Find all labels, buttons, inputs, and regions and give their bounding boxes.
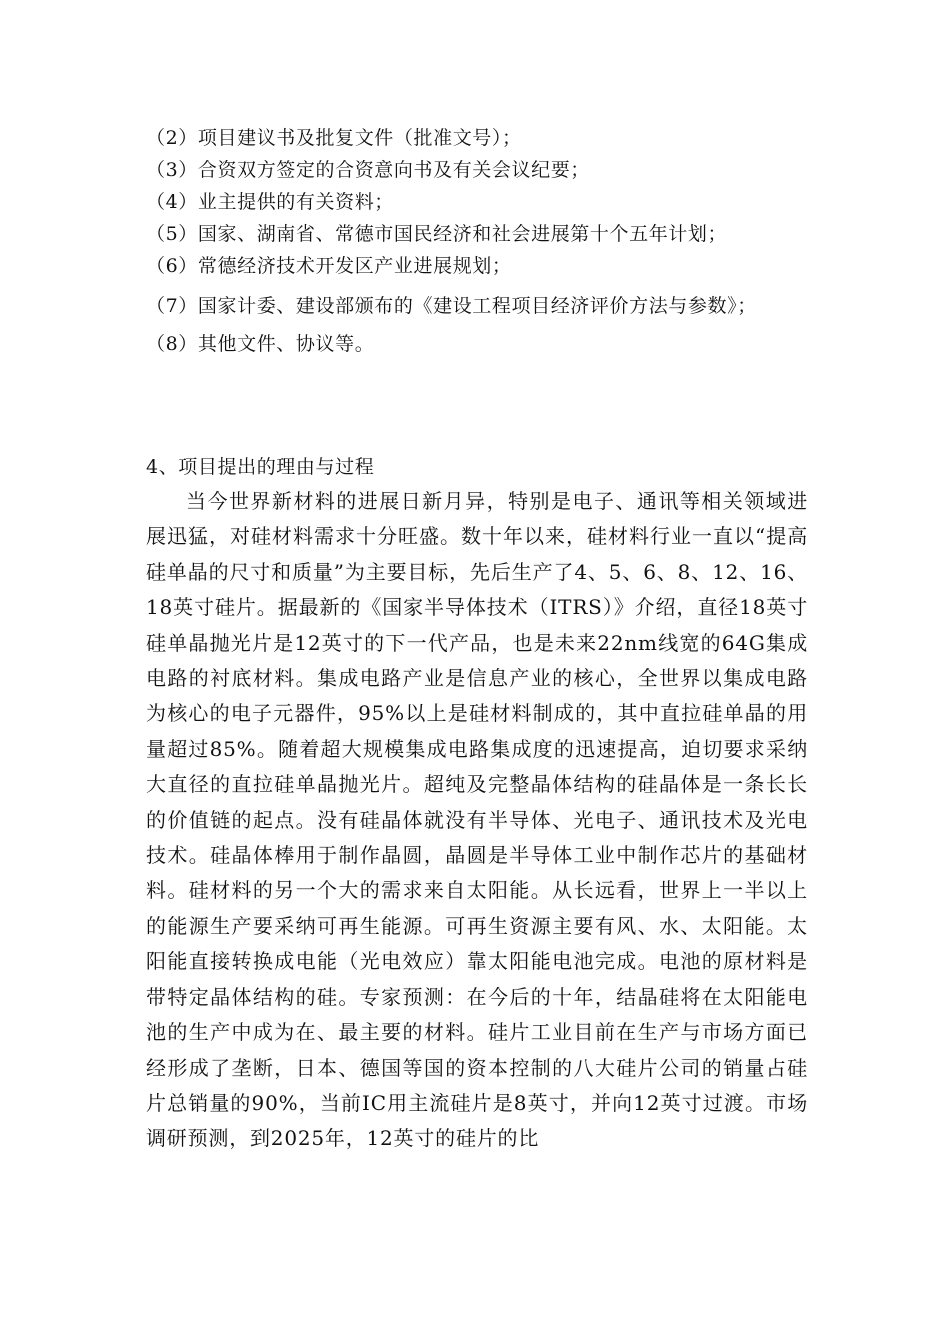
section-heading: 4、项目提出的理由与过程 [146, 456, 375, 478]
list-item: （3）合资双方签定的合资意向书及有关会议纪要； [146, 159, 590, 181]
list-item: （8）其他文件、协议等。 [146, 333, 375, 355]
list-item: （4）业主提供的有关资料； [146, 191, 394, 213]
list-item: （7）国家计委、建设部颁布的《建设工程项目经济评价方法与参数》； [146, 295, 757, 317]
basis-document-list [146, 122, 816, 360]
list-item: （6）常德经济技术开发区产业进展规划； [146, 255, 512, 277]
body-paragraph: 当今世界新材料的进展日新月异，特别是电子、通讯等相关领域进展迅猛，对硅材料需求十分旺盛。数十年以来，硅材料行业一直以“提高硅单晶的尺寸和质量”为主要目标，先后生产了4、5、6、8、12、16、18英寸硅片。据最新的《国家半导体技术（ITRS）》介绍，直径18英寸硅单晶抛光片是12英寸的下一代产品，也是未来22nm线宽的64G集成电路的衬底材料。集成电路产业是信息产业的核心，全世界以集成电路为核心的电子元器件，95%以上是硅材料制成的，其中直拉硅单晶的用量超过85%。随着超大规模集成电路集成度的迅速提高，迫切要求采纳大直径的直拉硅单晶抛光片。超纯及完整晶体结构的硅晶体是一条长长的价值链的起点。没有硅晶体就没有半导体、光电子、通讯技术及光电技术。硅晶体棒用于制作晶圆，晶圆是半导体工业中制作芯片的基础材料。硅材料的另一个大的需求来自太阳能。从长远看，世界上一半以上的能源生产要采纳可再生能源。可再生资源主要有风、水、太阳能。太阳能直接转换成电能（光电效应）靠太阳能电池完成。电池的原材料是带特定晶体结构的硅。专家预测：在今后的十年，结晶硅将在太阳能电池的生产中成为在、最主要的材料。硅片工业目前在生产与市场方面已经形成了垄断，日本、德国等国的资本控制的八大硅片公司的销量占硅片总销量的90%，当前IC用主流硅片是8英寸，并向12英寸过渡。市场调研预测，到2025年，12英寸的硅片的比 [146, 489, 808, 1151]
list-item: （2）项目建议书及批复文件（批准文号）； [146, 127, 522, 149]
list-item: （5）国家、湖南省、常德市国民经济和社会进展第十个五年计划； [146, 223, 728, 245]
